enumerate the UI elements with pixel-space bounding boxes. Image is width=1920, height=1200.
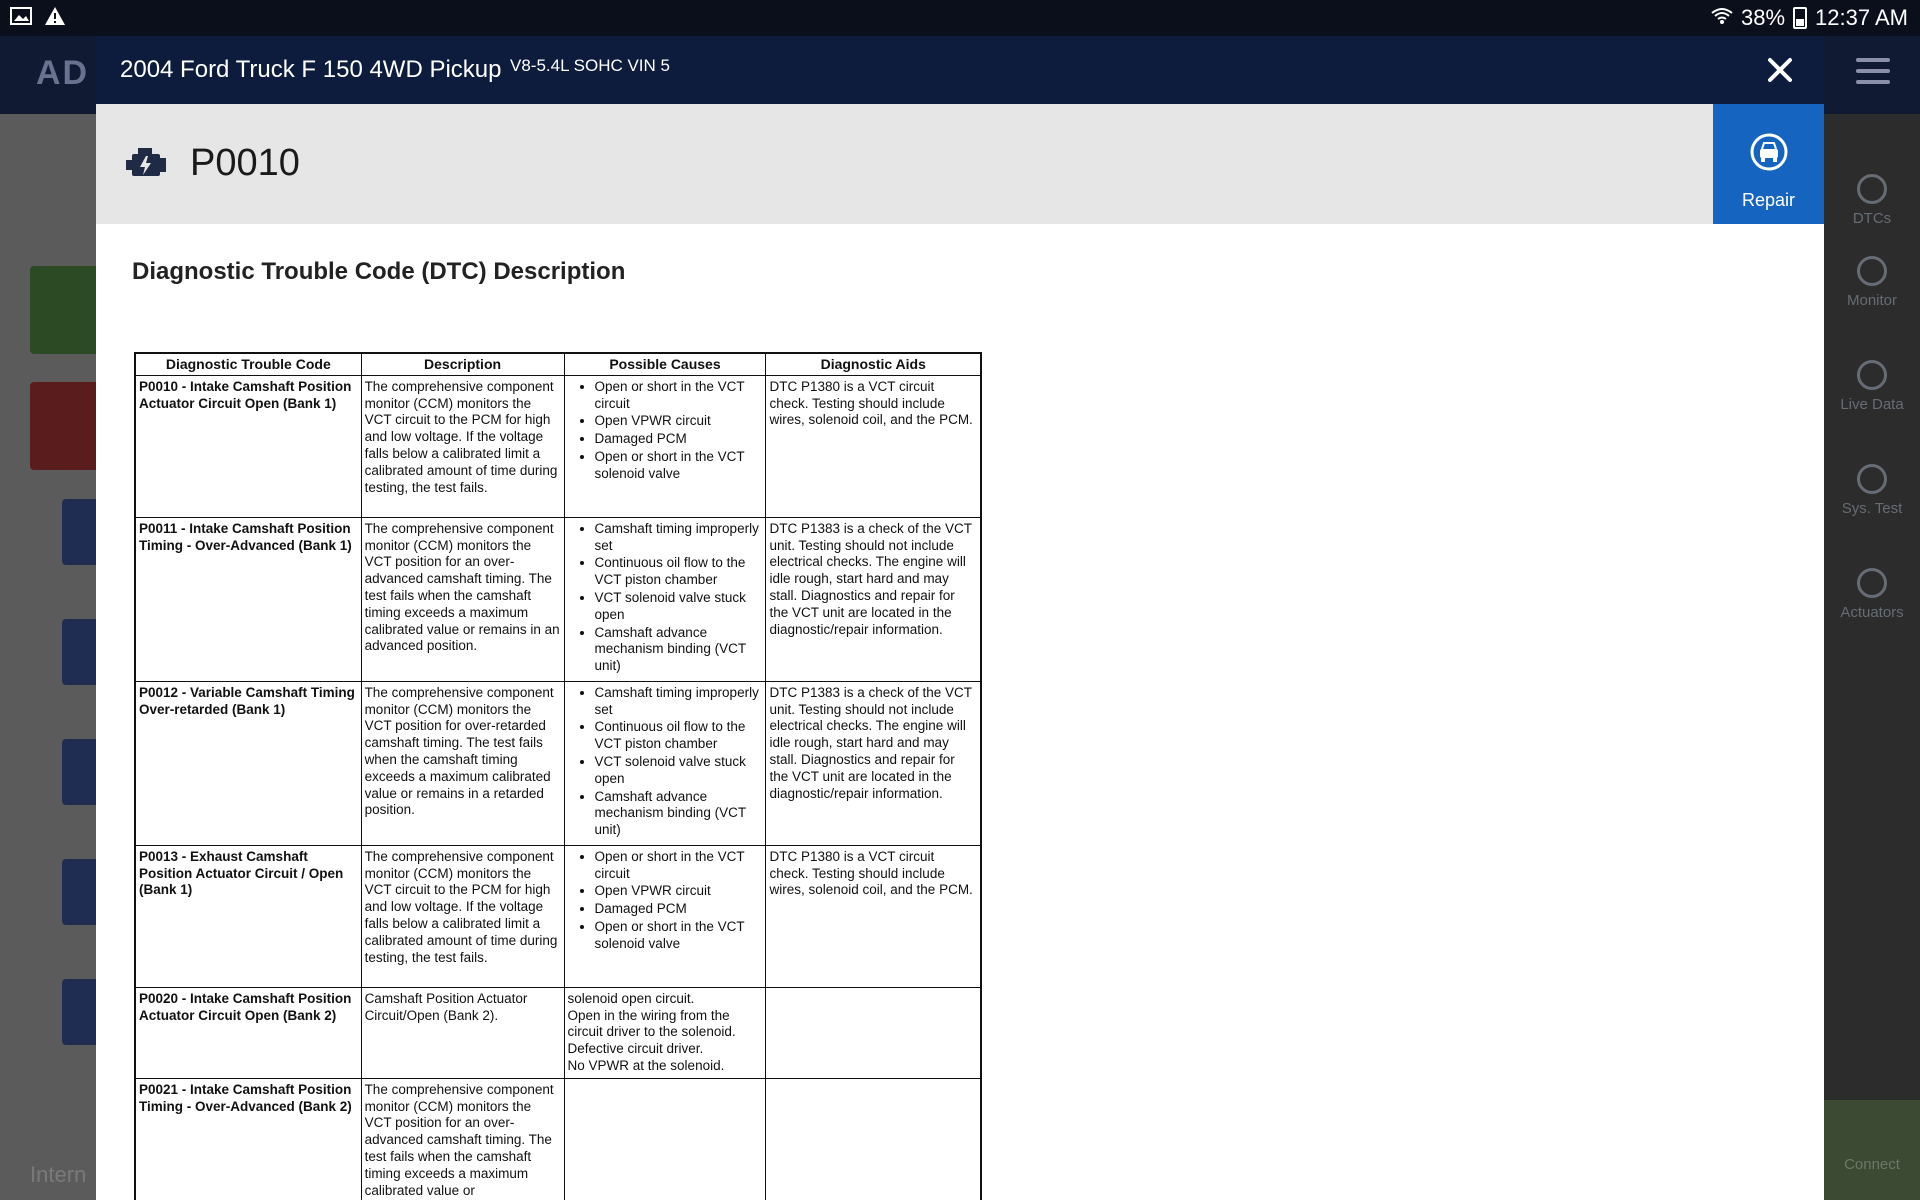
column-header-description: Description <box>361 353 564 375</box>
clock: 12:37 AM <box>1815 5 1908 30</box>
cause-line: solenoid open circuit. <box>567 990 695 1006</box>
actuators-icon <box>1857 568 1887 598</box>
cause-item: • Open or short in the VCT solenoid valve <box>595 919 763 953</box>
cause-item: • Open or short in the VCT circuit <box>595 849 763 883</box>
cause-line: Defective circuit driver. <box>567 1041 704 1057</box>
background-connect <box>1824 1100 1920 1200</box>
cause-item: • Open VPWR circuit <box>595 883 763 900</box>
gauge-icon <box>1857 360 1887 390</box>
close-icon <box>1767 57 1793 83</box>
column-header-code: Diagnostic Trouble Code <box>135 353 361 375</box>
close-button[interactable] <box>1760 50 1800 90</box>
cause-item: • Continuous oil flow to the VCT piston chamber <box>595 719 763 753</box>
cause-item: • Camshaft timing improperly set <box>595 521 763 555</box>
table-row <box>135 1078 981 1200</box>
description-cell: The comprehensive component monitor (CCM) monitors the VCT position for over-retarded camshaft timing. The test fails when the camshaft timing exceeds a maximum calibrated value or remains in a retarded position. <box>361 681 564 845</box>
connect-label: Connect <box>1844 1156 1900 1173</box>
section-heading: Diagnostic Trouble Code (DTC) Description <box>132 258 626 285</box>
background-right-rail <box>1824 114 1920 1200</box>
description-cell: Camshaft Position Actuator Circuit/Open (Bank 2). <box>361 987 564 1078</box>
table-row <box>135 845 981 987</box>
vehicle-engine: V8-5.4L SOHC VIN 5 <box>510 56 670 75</box>
app-logo: AD <box>36 54 90 92</box>
causes-cell <box>564 375 766 517</box>
rail-label: Actuators <box>1840 604 1904 621</box>
dtc-code-cell: P0011 - Intake Camshaft Position Timing - Over-Advanced (Bank 1) <box>135 517 361 681</box>
cause-item: • Open or short in the VCT solenoid valve <box>595 449 763 483</box>
causes-cell <box>564 681 766 845</box>
aids-cell: DTC P1380 is a VCT circuit check. Testing should include wires, solenoid coil, and the PCM. <box>766 845 981 987</box>
description-cell: The comprehensive component monitor (CCM) monitors the VCT circuit to the PCM for high and low voltage. If the voltage falls below a calibrated limit a calibrated amount of time during testing, the test fails. <box>361 845 564 987</box>
cause-item: • Camshaft advance mechanism binding (VCT unit) <box>595 625 763 675</box>
cause-item: • Damaged PCM <box>595 431 763 448</box>
cause-item: • Damaged PCM <box>595 901 763 918</box>
rail-item-monitor <box>1824 256 1920 309</box>
causes-cell <box>564 845 766 987</box>
engine-icon <box>124 144 168 189</box>
rail-item-dtcs <box>1824 174 1920 227</box>
table-row <box>135 987 981 1078</box>
status-bar <box>0 0 1920 36</box>
aids-cell: DTC P1383 is a check of the VCT unit. Testing should not include electrical checks. The engine will idle rough, start hard and may stall. Diagnostics and repair for the VCT unit are located in the diagnostic/repair information. <box>766 681 981 845</box>
warning-icon <box>44 6 66 31</box>
aids-cell: DTC P1380 is a VCT circuit check. Testing should include wires, solenoid coil, and the PCM. <box>766 375 981 517</box>
battery-percent: 38% <box>1741 5 1786 30</box>
causes-cell <box>564 987 766 1078</box>
menu-icon <box>1856 58 1890 91</box>
cause-item: • Continuous oil flow to the VCT piston chamber <box>595 555 763 589</box>
cause-line: Open in the wiring from the circuit driver to the solenoid. <box>567 1007 736 1040</box>
repair-button[interactable] <box>1713 104 1824 224</box>
monitor-icon <box>1857 256 1887 286</box>
dtc-table <box>134 352 982 1200</box>
table-row <box>135 681 981 845</box>
dtc-code-cell: P0021 - Intake Camshaft Position Timing - Over-Advanced (Bank 2) <box>135 1078 361 1200</box>
dtc-code-cell: P0012 - Variable Camshaft Timing Over-retarded (Bank 1) <box>135 681 361 845</box>
engine-icon <box>1857 174 1887 204</box>
battery-icon <box>1793 7 1807 29</box>
toggle-icon <box>1857 464 1887 494</box>
cause-item: • Open VPWR circuit <box>595 413 763 430</box>
table-row <box>135 517 981 681</box>
dtc-code-cell: P0013 - Exhaust Camshaft Position Actuator Circuit / Open (Bank 1) <box>135 845 361 987</box>
cause-item: • Camshaft advance mechanism binding (VCT unit) <box>595 789 763 839</box>
cause-line: No VPWR at the solenoid. <box>567 1057 725 1073</box>
cause-item: • VCT solenoid valve stuck open <box>595 590 763 624</box>
code-bar <box>96 104 1824 224</box>
rail-label: Monitor <box>1846 292 1898 309</box>
cause-item: • VCT solenoid valve stuck open <box>595 754 763 788</box>
table-header-row <box>135 353 981 375</box>
dtc-code-cell: P0010 - Intake Camshaft Position Actuator Circuit Open (Bank 1) <box>135 375 361 517</box>
wifi-icon <box>1711 5 1733 31</box>
causes-cell <box>564 517 766 681</box>
rail-label: Sys. Test <box>1841 500 1903 517</box>
table-row <box>135 375 981 517</box>
description-cell: The comprehensive component monitor (CCM) monitors the VCT circuit to the PCM for high and low voltage. If the voltage falls below a calibrated limit a calibrated amount of time during testing, the test fails. <box>361 375 564 517</box>
rail-label: Live Data <box>1840 396 1904 413</box>
aids-cell <box>766 987 981 1078</box>
vehicle-title: 2004 Ford Truck F 150 4WD Pickup <box>120 56 502 83</box>
cause-item: • Camshaft timing improperly set <box>595 685 763 719</box>
modal-header <box>96 36 1824 104</box>
rail-item-actuators <box>1824 568 1920 621</box>
rail-label: DTCs <box>1852 210 1892 227</box>
column-header-aids: Diagnostic Aids <box>766 353 981 375</box>
description-cell: The comprehensive component monitor (CCM) monitors the VCT position for an over-advanced camshaft timing. The test fails when the camshaft timing exceeds a maximum calibrated value or remains in an advanced position. <box>361 517 564 681</box>
aids-cell <box>766 1078 981 1200</box>
dtc-code-title: P0010 <box>190 142 300 184</box>
background-internal-label: Intern <box>30 1162 87 1187</box>
cause-item: • Open or short in the VCT circuit <box>595 379 763 413</box>
rail-item-live-data <box>1824 360 1920 413</box>
aids-cell: DTC P1383 is a check of the VCT unit. Testing should not include electrical checks. The engine will idle rough, start hard and may stall. Diagnostics and repair for the VCT unit are located in the diagnostic/repair information. <box>766 517 981 681</box>
dtc-detail-modal <box>96 36 1824 1200</box>
rail-item-sys-test <box>1824 464 1920 517</box>
car-repair-icon <box>1749 132 1789 177</box>
description-cell: The comprehensive component monitor (CCM) monitors the VCT position for an over-advanced camshaft timing. The test fails when the camshaft timing exceeds a maximum calibrated value or <box>361 1078 564 1200</box>
dtc-code-cell: P0020 - Intake Camshaft Position Actuator Circuit Open (Bank 2) <box>135 987 361 1078</box>
column-header-causes: Possible Causes <box>564 353 766 375</box>
repair-label: Repair <box>1741 190 1796 210</box>
causes-cell <box>564 1078 766 1200</box>
image-notification-icon <box>10 6 32 31</box>
